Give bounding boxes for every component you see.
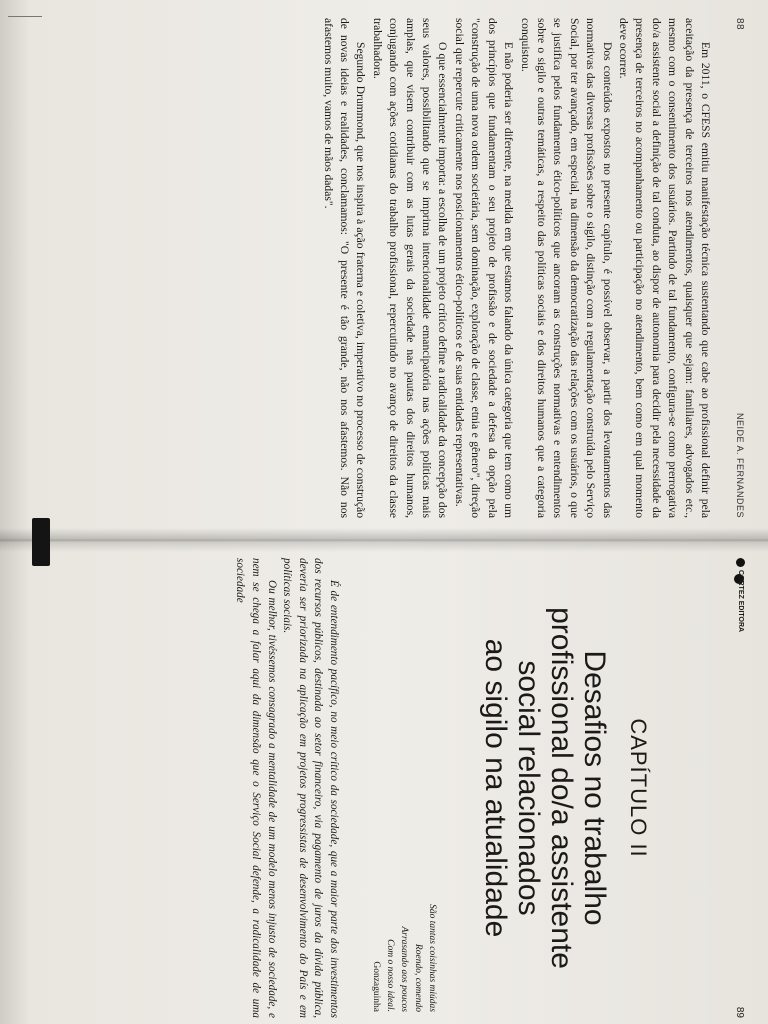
paragraph: O que essencialmente importa: a escolha de um projeto crítico define a radicalidade da concepção dos seus valores, possibilitando que se imprima intencionalidade emancipatória nas ações políticas mais amplas, que visem contribuir com as lutas gerais da sociedade nas pautas dos direitos humanos, conjugando com ações cotidianas do trabalho profissional, repercutindo no avanço de direitos da classe trabalhadora. bbox=[370, 18, 450, 518]
paragraph: Dos conteúdos expostos no presente capítulo, é possível observar, a partir dos levantamentos das normativas das diversas profissões sobre o sigilo, distinção com a regulamentação construída pelo Serviço Social, por ter avançado, em especial, na dimensão da democratização das relações com os usuários, o que se justifica pelos fundamentos ético-políticos que ancoram as construções normativas e entendimentos sobre o sigilo e outras temáticas, a respeito das políticas sociais e dos direitos humanos que a categoria conquistou. bbox=[518, 18, 614, 518]
right-page-header bbox=[721, 558, 745, 1018]
chapter-title-line: Desafios no trabalho bbox=[578, 650, 611, 926]
left-body-text bbox=[319, 18, 713, 518]
page-number-right: 89 bbox=[734, 1006, 745, 1018]
binding-clip bbox=[32, 518, 50, 566]
paragraph: Em 2011, o CFESS emitiu manifestação técnica sustentando que cabe ao profissional definir pela aceitação da presença de terceiros nos atendimentos, quaisquer que sejam: familiares, advogados etc., mesmo com o consentimento dos usuários. Partindo de tal fundamento, configura-se como prerrogativa do/a assistente social a definição de tal conduta, ao dispor de autonomia para decidir pela necessidade da presença de terceiros no acompanhamento ou participação no atendimento, bem como em qual momento deve ocorrer. bbox=[616, 18, 712, 518]
epigraph-line: Roendo, comendo bbox=[413, 943, 423, 1012]
left-page bbox=[70, 18, 745, 518]
epigraph-line: São tantas coisinhas miúdas bbox=[427, 904, 437, 1012]
paragraph: Segundo Drummond, que nos inspira à ação fraterna e coletiva, imperativo no processo de construção de novas ideias e realidades, conclamamos: "O presente é tão grande, não nos afastemos. Não nos afastemos muito, vamos de mãos dadas". bbox=[321, 18, 368, 518]
chapter-title-line: profissional do/a assistente bbox=[545, 607, 578, 969]
epigraph bbox=[369, 558, 439, 1018]
running-head-author: NEIDE A. FERNANDES bbox=[735, 412, 745, 518]
epigraph-author: Gonzaguinha bbox=[371, 961, 381, 1012]
chapter-title-line: ao sigilo na atualidade bbox=[479, 638, 512, 938]
chapter-label: CAPÍTULO II bbox=[626, 718, 651, 858]
epigraph-line: Com o nosso ideal. bbox=[385, 939, 395, 1012]
epigraph-line: Arrasando aos poucos bbox=[399, 926, 409, 1012]
paragraph: Ou melhor, tivéssemos consagrado a mentalidade de um modelo menos injusto de sociedade, e nem se chega a falar aqui da dimensão que o Serviço Social defende, a radicalidade de uma sociedade bbox=[234, 558, 278, 1018]
right-page bbox=[70, 558, 745, 1018]
left-running-head bbox=[723, 18, 745, 518]
paragraph: É de entendimento pacífico, no meio crítico da sociedade, que a maior parte dos investimentos dos recursos públicos, destinada ao setor financeiro, via pagamento de juros da dívida pública, deveria ser priorizada na aplicação em projetos progressistas de desenvolvimento do País e em políticas sociais. bbox=[281, 558, 340, 1018]
publisher-name: CORTEZ EDITORA bbox=[737, 570, 744, 633]
publisher-logo bbox=[736, 558, 745, 632]
paragraph: E não poderia ser diferente, na medida em que estamos falando da única categoria que tem como um dos princípios que fundamentam o seu projeto de profissão e de sociedade a defesa da opção pela "construção de uma nova ordem societária, sem dominação, exploração de classe, etnia e gênero", direção social que repercute criticamente nos posicionamentos ético-políticos e de suas entidades representativas. bbox=[452, 18, 516, 518]
page-number-left: 88 bbox=[734, 18, 745, 31]
chapter-title-line: social relacionados bbox=[512, 660, 545, 916]
book-gutter bbox=[0, 528, 768, 552]
right-body-text bbox=[232, 558, 341, 1018]
logo-icon bbox=[736, 558, 745, 567]
scan-corner-mark bbox=[8, 16, 42, 23]
chapter-title bbox=[479, 558, 611, 1018]
